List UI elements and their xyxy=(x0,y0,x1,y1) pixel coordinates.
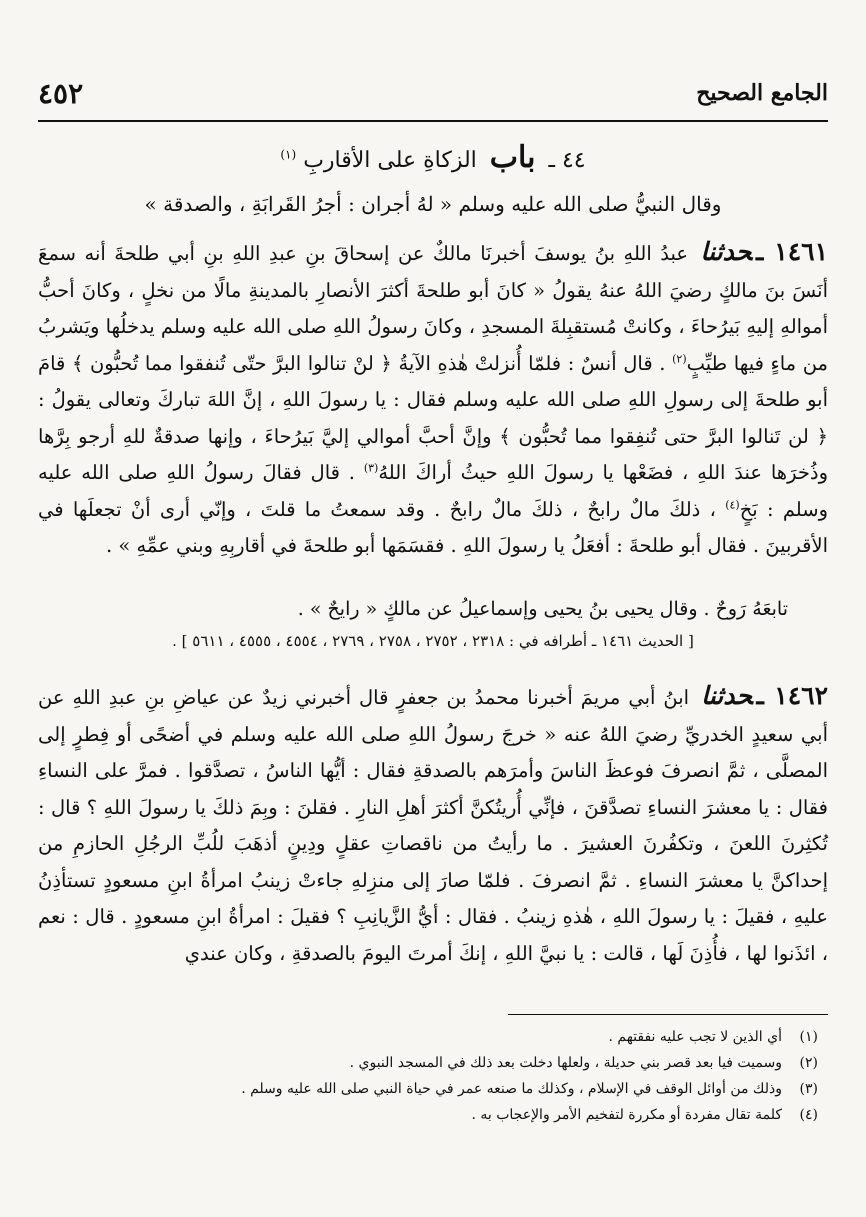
page-number: ٤٥٢ xyxy=(38,76,84,110)
hadith-text: عبدُ اللهِ بنُ يوسفَ أخبرنَا مالكٌ عن إسحاقَ بنِ عبدِ اللهِ بنِ أبي طلحةَ أنه سمعَ أنَسَ بنَ مالكٍ رضيَ اللهُ عنهُ يقولُ « كانَ أبو طلحةَ أكثرَ الأنصارِ بالمدينةِ مالًا من نخلٍ ، وكانَ أحبُّ أموالهِ إليهِ بَيرُحاءَ ، وكانتْ مُستقبِلةَ المسجدِ ، وكانَ رسولُ اللهِ صلى الله عليه وسلم يدخلُها ويَشربُ من ماءٍ فيها طيِّبٍ xyxy=(38,242,828,375)
running-title: الجامع الصحيح xyxy=(696,80,828,106)
chapter-title: الزكاةِ على الأقاربِ xyxy=(303,148,477,173)
footnote-ref: (٢) xyxy=(672,352,687,365)
hadith-text: . قال أنسٌ : فلمّا أُنزلتْ هٰذهِ الآيةُ ﴿ لنْ تنالوا البرَّ حتّى تُنفقوا مما تُحبُّون ﴾ قامَ أبو طلحةَ إلى رسولِ اللهِ صلى الله عليه وسلم فقال : يا رسولَ اللهِ ، إنَّ اللهَ تباركَ وتعالى يقولُ : ﴿ لن تَنالوا البرَّ حتى تُنفِقوا مما تُحبُّون ﴾ وإنَّ أحبَّ أموالي إليَّ بَيرُحاءَ ، وإنها صدقةٌ للهِ أرجو بِرَّها وذُخرَها عندَ اللهِ ، فضَعْها يا رسولَ اللهِ حيثُ أراكَ اللهُ xyxy=(38,351,829,484)
cross-references: [ الحديث ١٤٦١ ـ أطرافه في : ٢٣١٨ ، ٢٧٥٢ ، ٢٧٥٨ ، ٢٧٦٩ ، ٤٥٥٤ ، ٤٥٥٥ ، ٥٦١١ ] . xyxy=(172,632,694,650)
footnote-ref: (١) xyxy=(280,147,297,162)
haddatha-word: حدثنا xyxy=(701,681,753,710)
hadith-number: ١٤٦٢ ـ xyxy=(756,681,828,710)
hadith-text: ابنُ أبي مريمَ أخبرنا محمدُ بن جعفرٍ قال أخبرني زيدٌ عن عياضِ بنِ عبدِ اللهِ عن أبي سعيدٍ الخدريِّ رضيَ اللهُ عنه « خرجَ رسولُ اللهِ صلى الله عليه وسلم في أضحًى أو فِطرٍ إلى المصلَّى ، ثمَّ انصرفَ فوعظَ الناسَ وأمرَهم بالصدقةِ فقال : أيُّها الناسُ ، تصدَّقوا . فمرَّ على النساءِ فقال : يا معشرَ النساءِ تصدَّقنَ ، فإنِّي أُريتُكنَّ أكثرَ أهلِ النارِ . فقلنَ : وبِمَ ذلكَ يا رسولَ اللهِ ؟ قال : تُكثِرنَ اللعنَ ، وتكفُرنَ العشيرَ . ما رأيتُ من ناقصاتِ عقلٍ ودِينٍ أذهَبَ للُبِّ الرجُلِ الحازمِ من إحداكنَّ يا معشرَ النساءِ . ثمَّ انصرفَ . فلمّا صارَ إلى منزِلهِ جاءتْ زينبُ امرأةُ ابنِ مسعودٍ تستأذِنُ عليهِ ، فقيلَ : يا رسولَ اللهِ ، هٰذهِ زينبُ . فقال : أيُّ الزَّيانِبِ ؟ فقيلَ : امرأةُ ابنِ مسعودٍ . قال : نعم ، ائذَنوا لها ، فأُذِنَ لَها ، قالت : يا نبيَّ اللهِ ، إنكَ أمرتَ اليومَ بالصدقةِ ، وكان عندي xyxy=(38,686,828,965)
footnote: (٢)وسميت فيا بعد قصر بني حديلة ، ولعلها دخلت بعد ذلك في المسجد النبوي . xyxy=(349,1055,818,1071)
footnote: (٣)وذلك من أوائل الوقف في الإسلام ، وكذلك ما صنعه عمر في حياة النبي صلى الله عليه وسلم . xyxy=(241,1081,818,1097)
chapter-number: ٤٤ ـ xyxy=(548,148,586,173)
hadith-text: . قال فقالَ رسولُ اللهِ صلى الله عليه وسلم : بَخٍ xyxy=(38,461,829,521)
footnotes xyxy=(38,1024,818,1128)
chapter-intro: وقال النبيُّ صلى الله عليه وسلم « لهُ أجران : أجرُ القَرابَةِ ، والصدقة » xyxy=(144,192,722,216)
page-header xyxy=(38,72,828,114)
hadith-number: ١٤٦١ ـ xyxy=(755,237,828,266)
footnote-ref: (٤) xyxy=(725,498,740,511)
haddatha-word: حدثنا xyxy=(700,237,752,266)
footnote-rule xyxy=(508,1014,828,1015)
footnote: (١)أي الذين لا تجب عليه نفقتهم . xyxy=(608,1029,818,1045)
footnote-ref: (٣) xyxy=(363,461,379,475)
followup-note: تابعَهُ رَوحٌ . وقال يحيى بنُ يحيى وإسماعيلُ عن مالكٍ « رايحٌ » . xyxy=(297,598,788,620)
hadith-1462 xyxy=(38,678,828,972)
header-rule xyxy=(38,120,828,122)
footnote: (٤)كلمة تقال مفردة أو مكررة لتفخيم الأمر والإعجاب به . xyxy=(471,1107,818,1123)
hadith-1461 xyxy=(38,234,828,565)
chapter-heading xyxy=(38,140,828,175)
chapter-bab: باب xyxy=(489,140,536,175)
hadith-text: ، ذلكَ مالٌ رابحٌ ، ذلكَ مالٌ رابحٌ . وقد سمعتُ ما قلتَ ، وإنّي أرى أنْ تجعلَها في الأقربينَ . فقال أبو طلحةَ : أفعَلُ يا رسولَ اللهِ . فقسَمَها أبو طلحةَ في أقاربِهِ وبني عمِّهِ » . xyxy=(38,497,828,557)
